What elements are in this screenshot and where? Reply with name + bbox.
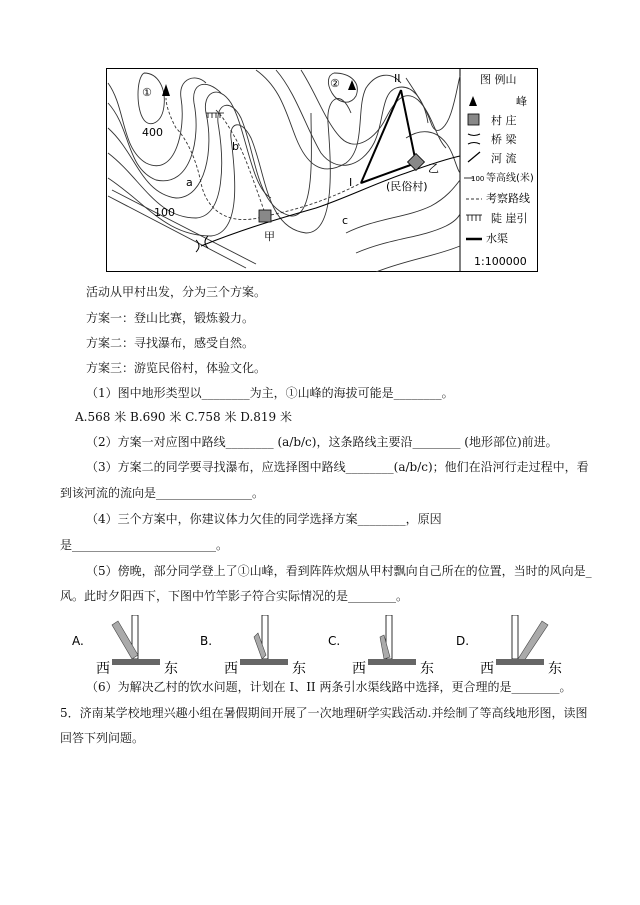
plan-2: 方案二：寻找瀑布，感受自然。 [86, 336, 255, 350]
intro-text: 活动从甲村出发，分为三个方案。 [86, 285, 267, 299]
label-route-b: b [232, 140, 239, 153]
shadow-west-label: 西 [224, 661, 238, 675]
shadow-east-label: 东 [164, 661, 178, 675]
shadow-option-label: C. [328, 634, 341, 648]
label-peak-1: ① [142, 86, 152, 99]
label-100: 100 [154, 206, 175, 219]
question-4-line-2: 是________________________。 [60, 538, 229, 552]
label-400: 400 [142, 126, 163, 139]
legend-scale: 1:100000 [474, 255, 527, 268]
question-next-line-2: 回答下列问题。 [60, 731, 145, 745]
shadow-east-label: 东 [420, 661, 434, 675]
label-village-jia: 甲 [264, 230, 275, 243]
label-canal-1: I [349, 176, 353, 189]
contour-map [106, 68, 538, 272]
label-canal-2: II [394, 72, 401, 85]
legend-route: 考察路线 [486, 192, 530, 205]
question-5-line-2: 风。此时夕阳西下，下图中竹竿影子符合实际情况的是________。 [60, 589, 409, 603]
question-3-line-1: （3）方案二的同学要寻找瀑布，应选择图中路线________(a/b/c)；他们在沿河行走过程中，看 [86, 460, 589, 474]
question-5-line-1: （5）傍晚，部分同学登上了①山峰，看到阵阵炊烟从甲村飘向自己所在的位置，当时的风向是_ [86, 564, 592, 578]
shadow-west-label: 西 [480, 661, 494, 675]
legend-village: 村 庄 [491, 114, 517, 127]
legend-contour-value: 100 [471, 175, 485, 183]
legend-village-icon [468, 114, 479, 125]
legend-title: 图 例山 [480, 73, 517, 86]
question-3-line-2: 到该河流的流向是________________。 [60, 486, 265, 500]
shadow-option-d [456, 615, 568, 675]
shadow-option-label: A. [72, 634, 84, 648]
label-route-c: c [342, 214, 349, 227]
shadow-option-c [328, 615, 440, 675]
question-next-line-1: 5．济南某学校地理兴趣小组在暑假期间开展了一次地理研学实践活动.并绘制了等高线地形图，读图 [60, 706, 588, 720]
legend-bridge: 桥 梁 [491, 133, 517, 146]
shadow-option-label: B. [200, 634, 213, 648]
question-2: （2）方案一对应图中路线________ (a/b/c)，这条路线主要沿________ (地形部位)前进。 [86, 435, 558, 449]
legend-cliff: 陡 崖引 [491, 212, 528, 225]
shadow-west-label: 西 [352, 661, 366, 675]
question-6: （6）为解决乙村的饮水问题，计划在 I、II 两条引水渠线路中选择，更合理的是________。 [86, 680, 572, 694]
label-folk-village: (民俗村) [386, 180, 428, 193]
legend-river: 河 流 [491, 152, 517, 165]
plan-3: 方案三：游览民俗村，体验文化。 [86, 361, 267, 375]
shadow-option-a [72, 615, 184, 675]
shadow-east-label: 东 [548, 661, 562, 675]
legend-canal: 水渠 [486, 232, 508, 245]
shadow-option-label: D. [456, 634, 470, 648]
question-4-line-1: （4）三个方案中，你建议体力欠佳的同学选择方案________，原因 [86, 512, 442, 526]
shadow-west-label: 西 [96, 661, 110, 675]
plan-1: 方案一：登山比赛，锻炼毅力。 [86, 311, 255, 325]
question-1: （1）图中地形类型以________为主，①山峰的海拔可能是________。 [86, 386, 454, 400]
label-route-a: a [186, 176, 193, 189]
label-peak-2: ② [330, 77, 340, 90]
legend-peak: 峰 [516, 95, 527, 108]
legend-contour: 等高线(米) [486, 173, 534, 184]
label-village-yi: 乙 [428, 162, 439, 175]
shadow-option-b [200, 615, 312, 675]
shadow-east-label: 东 [292, 661, 306, 675]
question-1-options: A.568 米 B.690 米 C.758 米 D.819 米 [75, 410, 293, 424]
village-jia-icon [259, 210, 271, 222]
